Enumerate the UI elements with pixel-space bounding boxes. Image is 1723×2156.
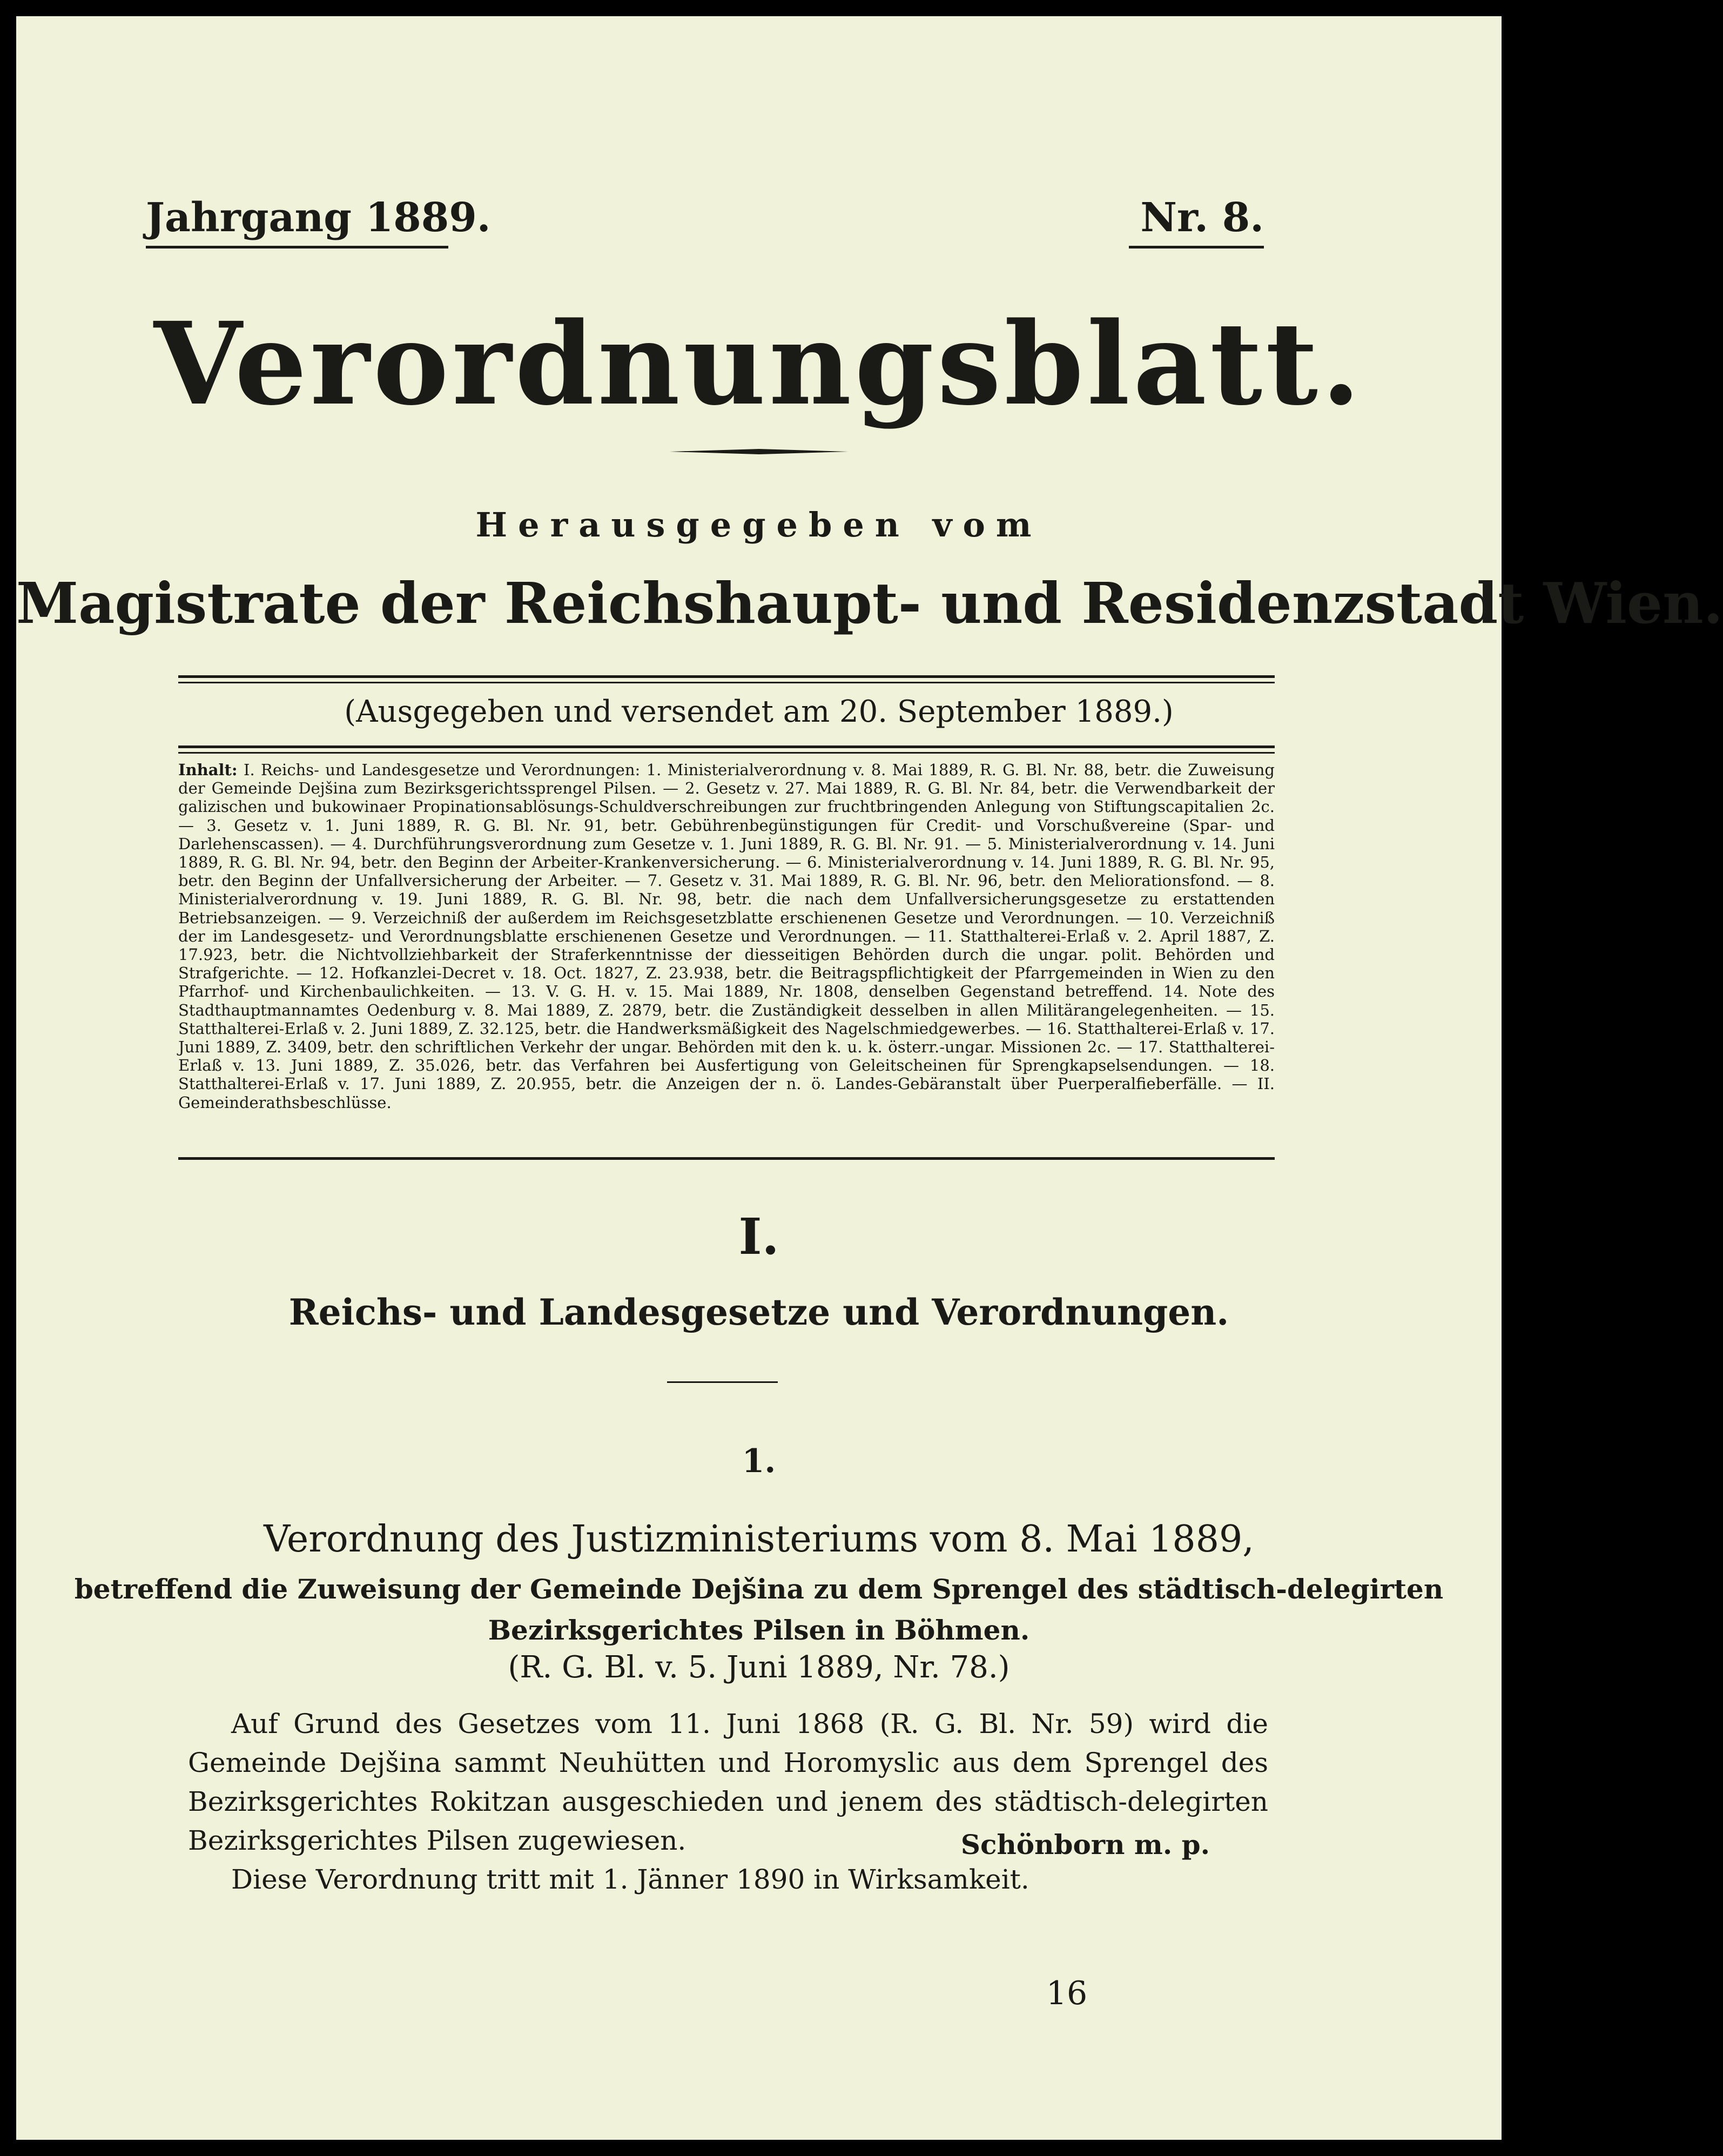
ordinance-title: Verordnung des Justizministeriums vom 8. Mai 1889, (264, 1518, 1254, 1561)
publisher-name: Magistrate der Reichshaupt- und Residenzstadt Wien. (16, 570, 1723, 636)
ordinance-reference: (R. G. Bl. v. 5. Juni 1889, Nr. 78.) (508, 1650, 1010, 1685)
section-number: I. (738, 1207, 779, 1266)
publisher-intro: Herausgegeben vom (475, 505, 1042, 545)
divider-rule (178, 745, 1275, 748)
contents-text: I. Reichs- und Landesgesetze und Verordnungen: 1. Ministerialverordnung v. 8. Mai 1889, R. G. Bl. Nr. 88, betr. die Zuweisung der Gemeinde Dejšina zum Bezirksgerichtssprengel Pilsen. — 2. Gesetz v. 27. Mai 1889, R. G. Bl. Nr. 84, betr. die Verwendbarkeit der galizischen und bukowinaer Propinationsablösungs-Schuldverschreibungen zur fruchtbringenden Anlegung von Stiftungscapitalien 2c. — 3. Gesetz v. 1. Juni 1889, R. G. Bl. Nr. 91, betr. Gebührenbegünstigungen für Credit- und Vorschußvereine (Spar- und Darlehenscassen). — 4. Durchführungsverordnung zum Gesetze v. 1. Juni 1889, R. G. Bl. Nr. 91. — 5. Ministerialverordnung v. 14. Juni 1889, R. G. Bl. Nr. 94, betr. den Beginn der Arbeiter-Krankenversicherung. — 6. Ministerialverordnung v. 14. Juni 1889, R. G. Bl. Nr. 95, betr. den Beginn der Unfallversicherung der Arbeiter. — 7. Gesetz v. 31. Mai 1889, R. G. Bl. Nr. 96, betr. den Meliorationsfond. — 8. Ministerialverordnung v. 19. Juni 1889, R. G. Bl. Nr. 98, betr. die nach dem Unfallversicherungsgesetze zu erstattenden Betriebsanzeigen. — 9. Verzeichniß der außerdem im Reichsgesetzblatte erschienenen Gesetze und Verordnungen. — 10. Verzeichniß der im Landesgesetz- und Verordnungsblatte erschienenen Gesetze und Verordnungen. — 11. Statthalterei-Erlaß v. 2. April 1887, Z. 17.923, betr. die Nichtvollziehbarkeit der Straferkenntnisse der diesseitigen Behörden durch die ungar. polit. Behörden und Strafgerichte. — 12. Hofkanzlei-Decret v. 18. Oct. 1827, Z. 23.938, betr. die Beitragspflichtigkeit der Pfarrgemeinden in Wien zu den Pfarrhof- und Kirchenbaulichkeiten. — 13. V. G. H. v. 15. Mai 1889, Nr. 1808, denselben Gegenstand betreffend. 14. Note des Stadthauptmannamtes Oedenburg v. 8. Mai 1889, Z. 2879, betr. die Zuständigkeit desselben in allen Militärangelegenheiten. — 15. Statthalterei-Erlaß v. 2. Juni 1889, Z. 32.125, betr. die Handwerksmäßigkeit des Nagelschmiedgewerbes. — 16. Statthalterei-Erlaß v. 17. Juni 1889, Z. 3409, betr. den schriftlichen Verkehr der ungar. Behörden mit den k. u. k. österr.-ungar. Missionen 2c. — 17. Statthalterei-Erlaß v. 13. Juni 1889, Z. 35.026, betr. das Verfahren bei Ausfertigung von Geleitscheinen für Sprengkapselsendungen. — 18. Statthalterei-Erlaß v. 17. Juni 1889, Z. 20.955, betr. die Anzeigen der n. ö. Landes-Gebäranstalt über Puerperalfieberfälle. — II. Gemeinderathsbeschlüsse. (178, 761, 1275, 1112)
section-divider (667, 1381, 778, 1383)
issue-date: (Ausgegeben und versendet am 20. September 1889.) (344, 694, 1174, 729)
title-ornament-rule (670, 448, 848, 455)
ordinance-number: 1. (742, 1442, 776, 1480)
divider-rule (178, 752, 1275, 754)
volume-year: Jahrgang 1889. (146, 194, 491, 241)
divider-rule (178, 675, 1275, 678)
section-title: Reichs- und Landesgesetze und Verordnungen. (288, 1291, 1229, 1333)
signature: Schönborn m. p. (960, 1829, 1210, 1861)
divider-rule (178, 682, 1275, 683)
table-of-contents (178, 761, 1275, 1112)
issue-number-underline (1129, 246, 1264, 248)
ordinance-paragraph: Auf Grund des Gesetzes vom 11. Juni 1868 (R. G. Bl. Nr. 59) wird die Gemeinde Dejšina sammt Neuhütten und Horomyslic aus dem Sprengel des Bezirksgerichtes Rokitzan ausgeschieden und jenem des städtisch-delegirten Bezirksgerichtes Pilsen zugewiesen. (188, 1708, 1268, 1856)
page-number: 16 (1046, 1974, 1088, 2012)
contents-label: Inhalt: (178, 761, 238, 779)
masthead-title: Verordnungsblatt. (153, 297, 1364, 431)
ordinance-body (188, 1704, 1268, 1899)
ordinance-subject: betreffend die Zuweisung der Gemeinde Dejšina zu dem Sprengel des städtisch-delegirten (74, 1573, 1444, 1605)
volume-year-underline (146, 246, 448, 248)
ordinance-subject: Bezirksgerichtes Pilsen in Böhmen. (488, 1614, 1030, 1646)
ordinance-paragraph: Diese Verordnung tritt mit 1. Jänner 1890 in Wirksamkeit. (231, 1864, 1029, 1895)
divider-rule (178, 1157, 1275, 1160)
document-page (16, 16, 1723, 2140)
issue-number: Nr. 8. (1140, 194, 1264, 241)
